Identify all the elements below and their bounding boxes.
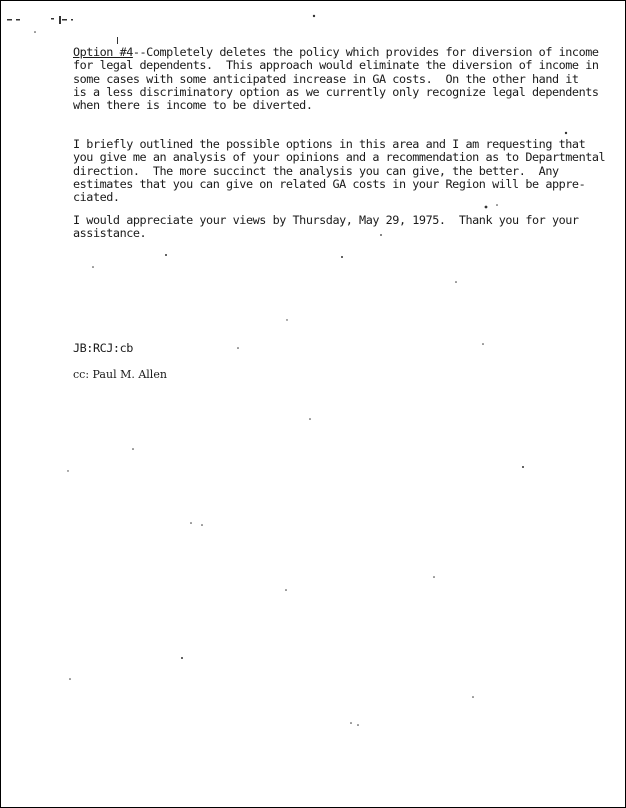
option-4-paragraph (73, 45, 599, 113)
option-4-line: when there is income to be diverted. (73, 98, 313, 113)
reference-initials (73, 342, 593, 355)
cc-line (73, 368, 593, 381)
request-line: direction. The more succinct the analysis you can give, the better. Any (73, 163, 559, 178)
option-4-line: is a less discriminatory option as we currently only recognize legal dependents (73, 84, 599, 99)
option-4-label: Option #4 (73, 45, 133, 59)
request-paragraph (73, 137, 606, 205)
reference-initials-text: JB:RCJ:cb (73, 341, 133, 355)
request-line: I briefly outlined the possible options in this area and I am requesting that (73, 137, 586, 151)
option-4-line: some cases with some anticipated increase in GA costs. On the other hand it (73, 71, 579, 86)
scan-speckle-marks (1, 1, 625, 807)
request-line: estimates that you can give on related GA costs in your Region will be appre- (73, 176, 586, 191)
option-4-line: for legal dependents. This approach would eliminate the diversion of income in (73, 58, 599, 73)
request-line: ciated. (73, 190, 120, 205)
cc-line-text: cc: Paul M. Allen (73, 368, 167, 381)
option-4-first-line (73, 45, 599, 59)
closing-paragraph (73, 214, 593, 241)
closing-line: I would appreciate your views by Thursday, May 29, 1975. Thank you for your (73, 213, 579, 227)
request-line: you give me an analysis of your opinions and a recommendation as to Departmental (73, 150, 606, 165)
option-4-first-line-text: --Completely deletes the policy which provides for diversion of income (132, 45, 599, 59)
closing-line: assistance. (73, 226, 147, 241)
